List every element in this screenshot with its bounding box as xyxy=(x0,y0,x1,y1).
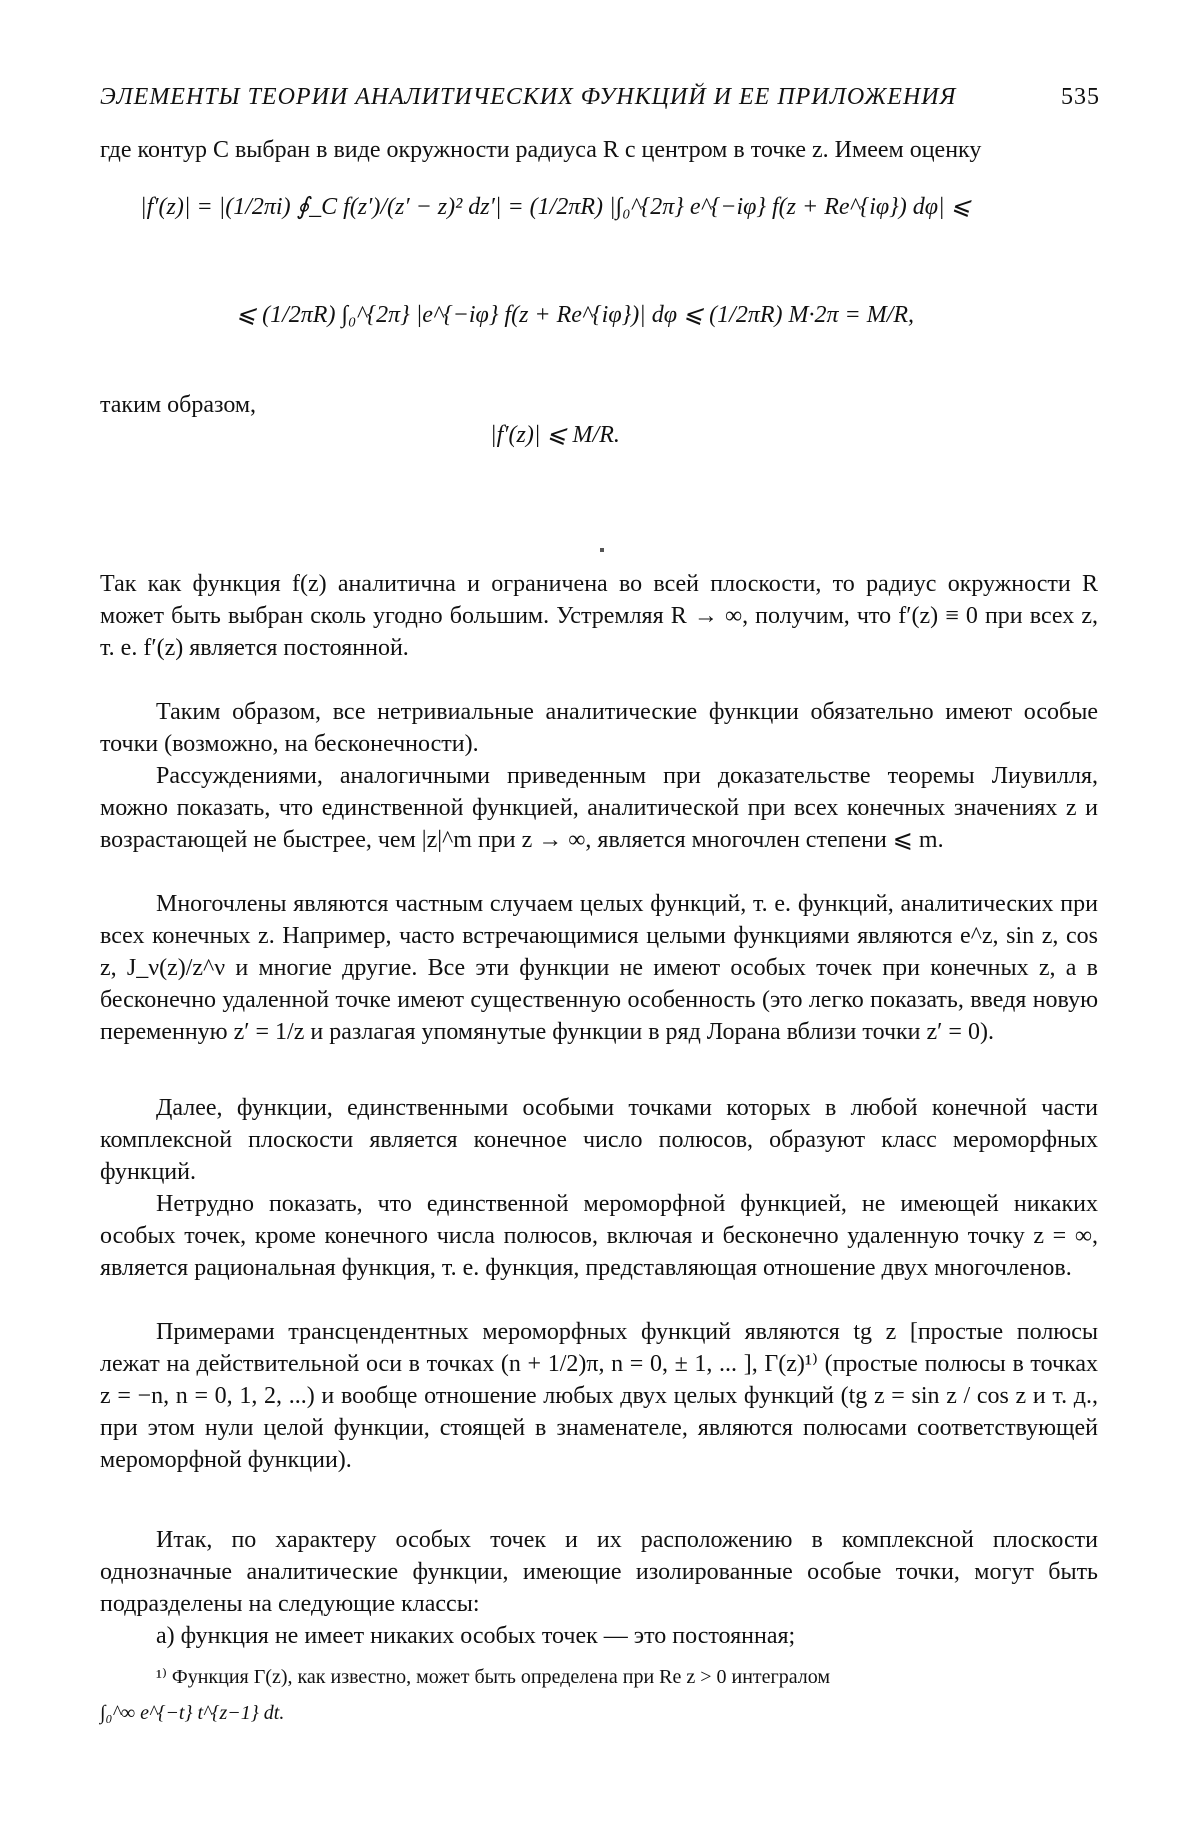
formula-result: |f′(z)| ⩽ M/R. xyxy=(490,422,620,448)
list-item-a: а) функция не имеет никаких особых точек — это постоянная; xyxy=(156,1623,796,1649)
paragraph-classification: Итак, по характеру особых точек и их расположению в комплексной плоскости однозначные аналитические функции, имеющие изолированные особые точки, могут быть подразделены на следующие классы: xyxy=(100,1527,1098,1617)
footnote-text: ¹⁾ Функция Γ(z), как известно, может быть определена при Re z > 0 интегралом xyxy=(156,1666,831,1688)
running-header xyxy=(100,84,1100,111)
separator-dot xyxy=(600,548,604,552)
formula-derivative-estimate: |f′(z)| = |(1/2πi) ∮_C f(z′)/(z′ − z)² dz′| = (1/2πR) |∫₀^{2π} e^{−iφ} f(z + Re^{iφ}) dφ| ⩽ xyxy=(140,194,971,220)
paragraph-meromorphic-class: Далее, функции, единственными особыми точками которых в любой конечной части комплексной плоскости является конечное число полюсов, образуют класс мероморфных функций. xyxy=(100,1095,1098,1185)
paragraph-liouville-conclusion: Так как функция f(z) аналитична и ограничена во всей плоскости, то радиус окружности R может быть выбран сколь угодно большим. Устремляя R → ∞, получим, что f′(z) ≡ 0 при всех z, т. е. f′(z) является постоянной. xyxy=(100,571,1098,661)
paragraph-transcendental-examples: Примерами трансцендентных мероморфных функций являются tg z [простые полюсы лежат на действительной оси в точках (n + 1/2)π, n = 0, ± 1, ... ], Γ(z)¹⁾ (простые полюсы в точках z = −n, n = 0, 1, 2, ...) и вообще отношение любых двух целых функций (tg z = sin z / cos z и т. д., при этом нули целой функции, стоящей в знаменателе, являются полюсами соответствующей мероморфной функции). xyxy=(100,1319,1098,1473)
formula-bound-chain: ⩽ (1/2πR) ∫₀^{2π} |e^{−iφ} f(z + Re^{iφ})| dφ ⩽ (1/2πR) M·2π = M/R, xyxy=(236,302,915,328)
footnote-integral: ∫₀^∞ e^{−t} t^{z−1} dt. xyxy=(100,1702,285,1724)
paragraph-entire-functions: Многочлены являются частным случаем целых функций, т. е. функций, аналитических при всех конечных z. Например, часто встречающимися целыми функциями являются e^z, sin z, cos z, J_ν(z)/z^ν и многие другие. Все эти функции не имеют особых точек при конечных z, а в бесконечно удаленной точке имеют существенную особенность (это легко показать, введя новую переменную z′ = 1/z и разлагая упомянутые функции в ряд Лорана вблизи точки z′ = 0). xyxy=(100,891,1098,1045)
label-thus: таким образом, xyxy=(100,392,257,418)
header-title: ЭЛЕМЕНТЫ ТЕОРИИ АНАЛИТИЧЕСКИХ ФУНКЦИЙ И ЕЕ ПРИЛОЖЕНИЯ xyxy=(100,84,957,110)
page-number: 535 xyxy=(1061,84,1100,110)
paragraph-rational-function: Нетрудно показать, что единственной мероморфной функцией, не имеющей никаких особых точек, кроме конечного числа полюсов, включая и бесконечно удаленную точку z = ∞, является рациональная функция, т. е. функция, представляющая отношение двух многочленов. xyxy=(100,1191,1098,1281)
paragraph-polynomial-growth: Рассуждениями, аналогичными приведенным при доказательстве теоремы Лиувилля, можно показать, что единственной функцией, аналитической при всех конечных значениях z и возрастающей не быстрее, чем |z|^m при z → ∞, является многочлен степени ⩽ m. xyxy=(100,763,1098,853)
intro-text: где контур C выбран в виде окружности радиуса R с центром в точке z. Имеем оценку xyxy=(100,137,982,163)
paragraph-singular-points: Таким образом, все нетривиальные аналитические функции обязательно имеют особые точки (возможно, на бесконечности). xyxy=(100,699,1098,757)
